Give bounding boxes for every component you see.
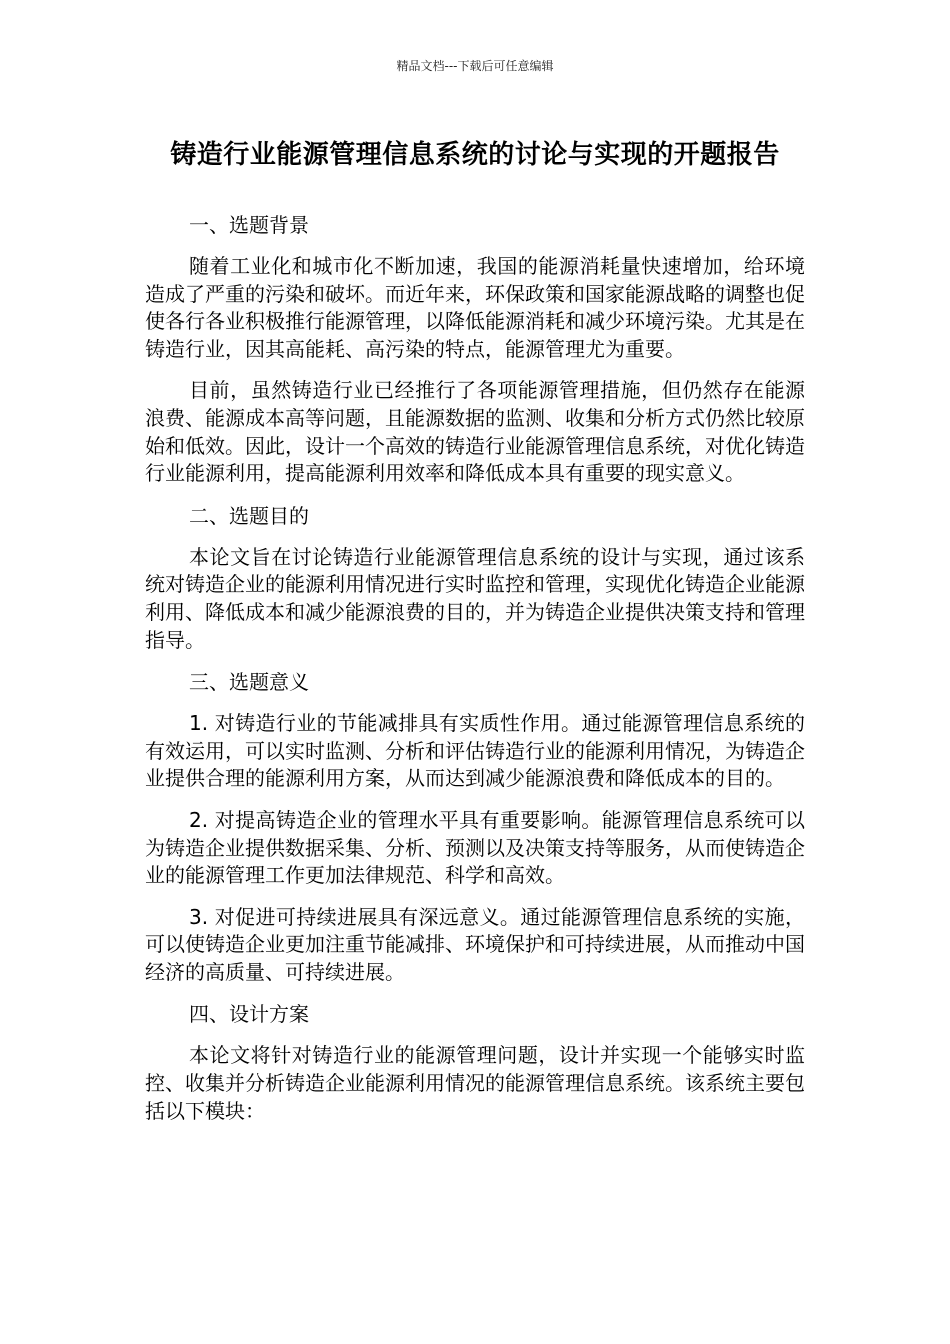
document-body: [145, 211, 805, 1139]
header-note: 精品文档---下载后可任意编辑: [396, 59, 554, 73]
paragraph-background-1: 随着工业化和城市化不断加速，我国的能源消耗量快速增加，给环境造成了严重的污染和破坏。而近年来，环保政策和国家能源战略的调整也促使各行各业积极推行能源管理，以降低能源消耗和减少环境污染。尤其是在铸造行业，因其高能耗、高污染的特点，能源管理尤为重要。: [145, 254, 805, 361]
paragraph-significance-2: 2. 对提高铸造企业的管理水平具有重要影响。能源管理信息系统可以为铸造企业提供数据采集、分析、预测以及决策支持等服务，从而使铸造企业的能源管理工作更加法律规范、科学和高效。: [145, 807, 805, 888]
paragraph-purpose-1: 本论文旨在讨论铸造行业能源管理信息系统的设计与实现，通过该系统对铸造企业的能源利用情况进行实时监控和管理，实现优化铸造企业能源利用、降低成本和减少能源浪费的目的，并为铸造企业提供决策支持和管理指导。: [145, 544, 805, 652]
paragraph-background-2: 目前，虽然铸造行业已经推行了各项能源管理措施，但仍然存在能源浪费、能源成本高等问题，且能源数据的监测、收集和分析方式仍然比较原始和低效。因此，设计一个高效的铸造行业能源管理信息系统，对优化铸造行业能源利用，提高能源利用效率和降低成本具有重要的现实意义。: [145, 378, 805, 486]
paragraph-significance-3: 3. 对促进可持续进展具有深远意义。通过能源管理信息系统的实施，可以使铸造企业更加注重节能减排、环境保护和可持续进展，从而推动中国经济的高质量、可持续进展。: [145, 904, 805, 984]
section-heading-purpose: 二、选题目的: [189, 503, 309, 528]
section-heading-design: 四、设计方案: [189, 1002, 309, 1027]
section-heading-background: 一、选题背景: [189, 213, 309, 237]
document-title: 铸造行业能源管理信息系统的讨论与实现的开题报告: [170, 140, 780, 170]
section-heading-significance: 三、选题意义: [189, 670, 309, 695]
paragraph-significance-1: 1. 对铸造行业的节能减排具有实质性作用。通过能源管理信息系统的有效运用，可以实时监测、分析和评估铸造行业的能源利用情况，为铸造企业提供合理的能源利用方案，从而达到减少能源浪费和降低成本的目的。: [145, 711, 805, 791]
paragraph-design-1: 本论文将针对铸造行业的能源管理问题，设计并实现一个能够实时监控、收集并分析铸造企业能源利用情况的能源管理信息系统。该系统主要包括以下模块：: [145, 1043, 805, 1123]
